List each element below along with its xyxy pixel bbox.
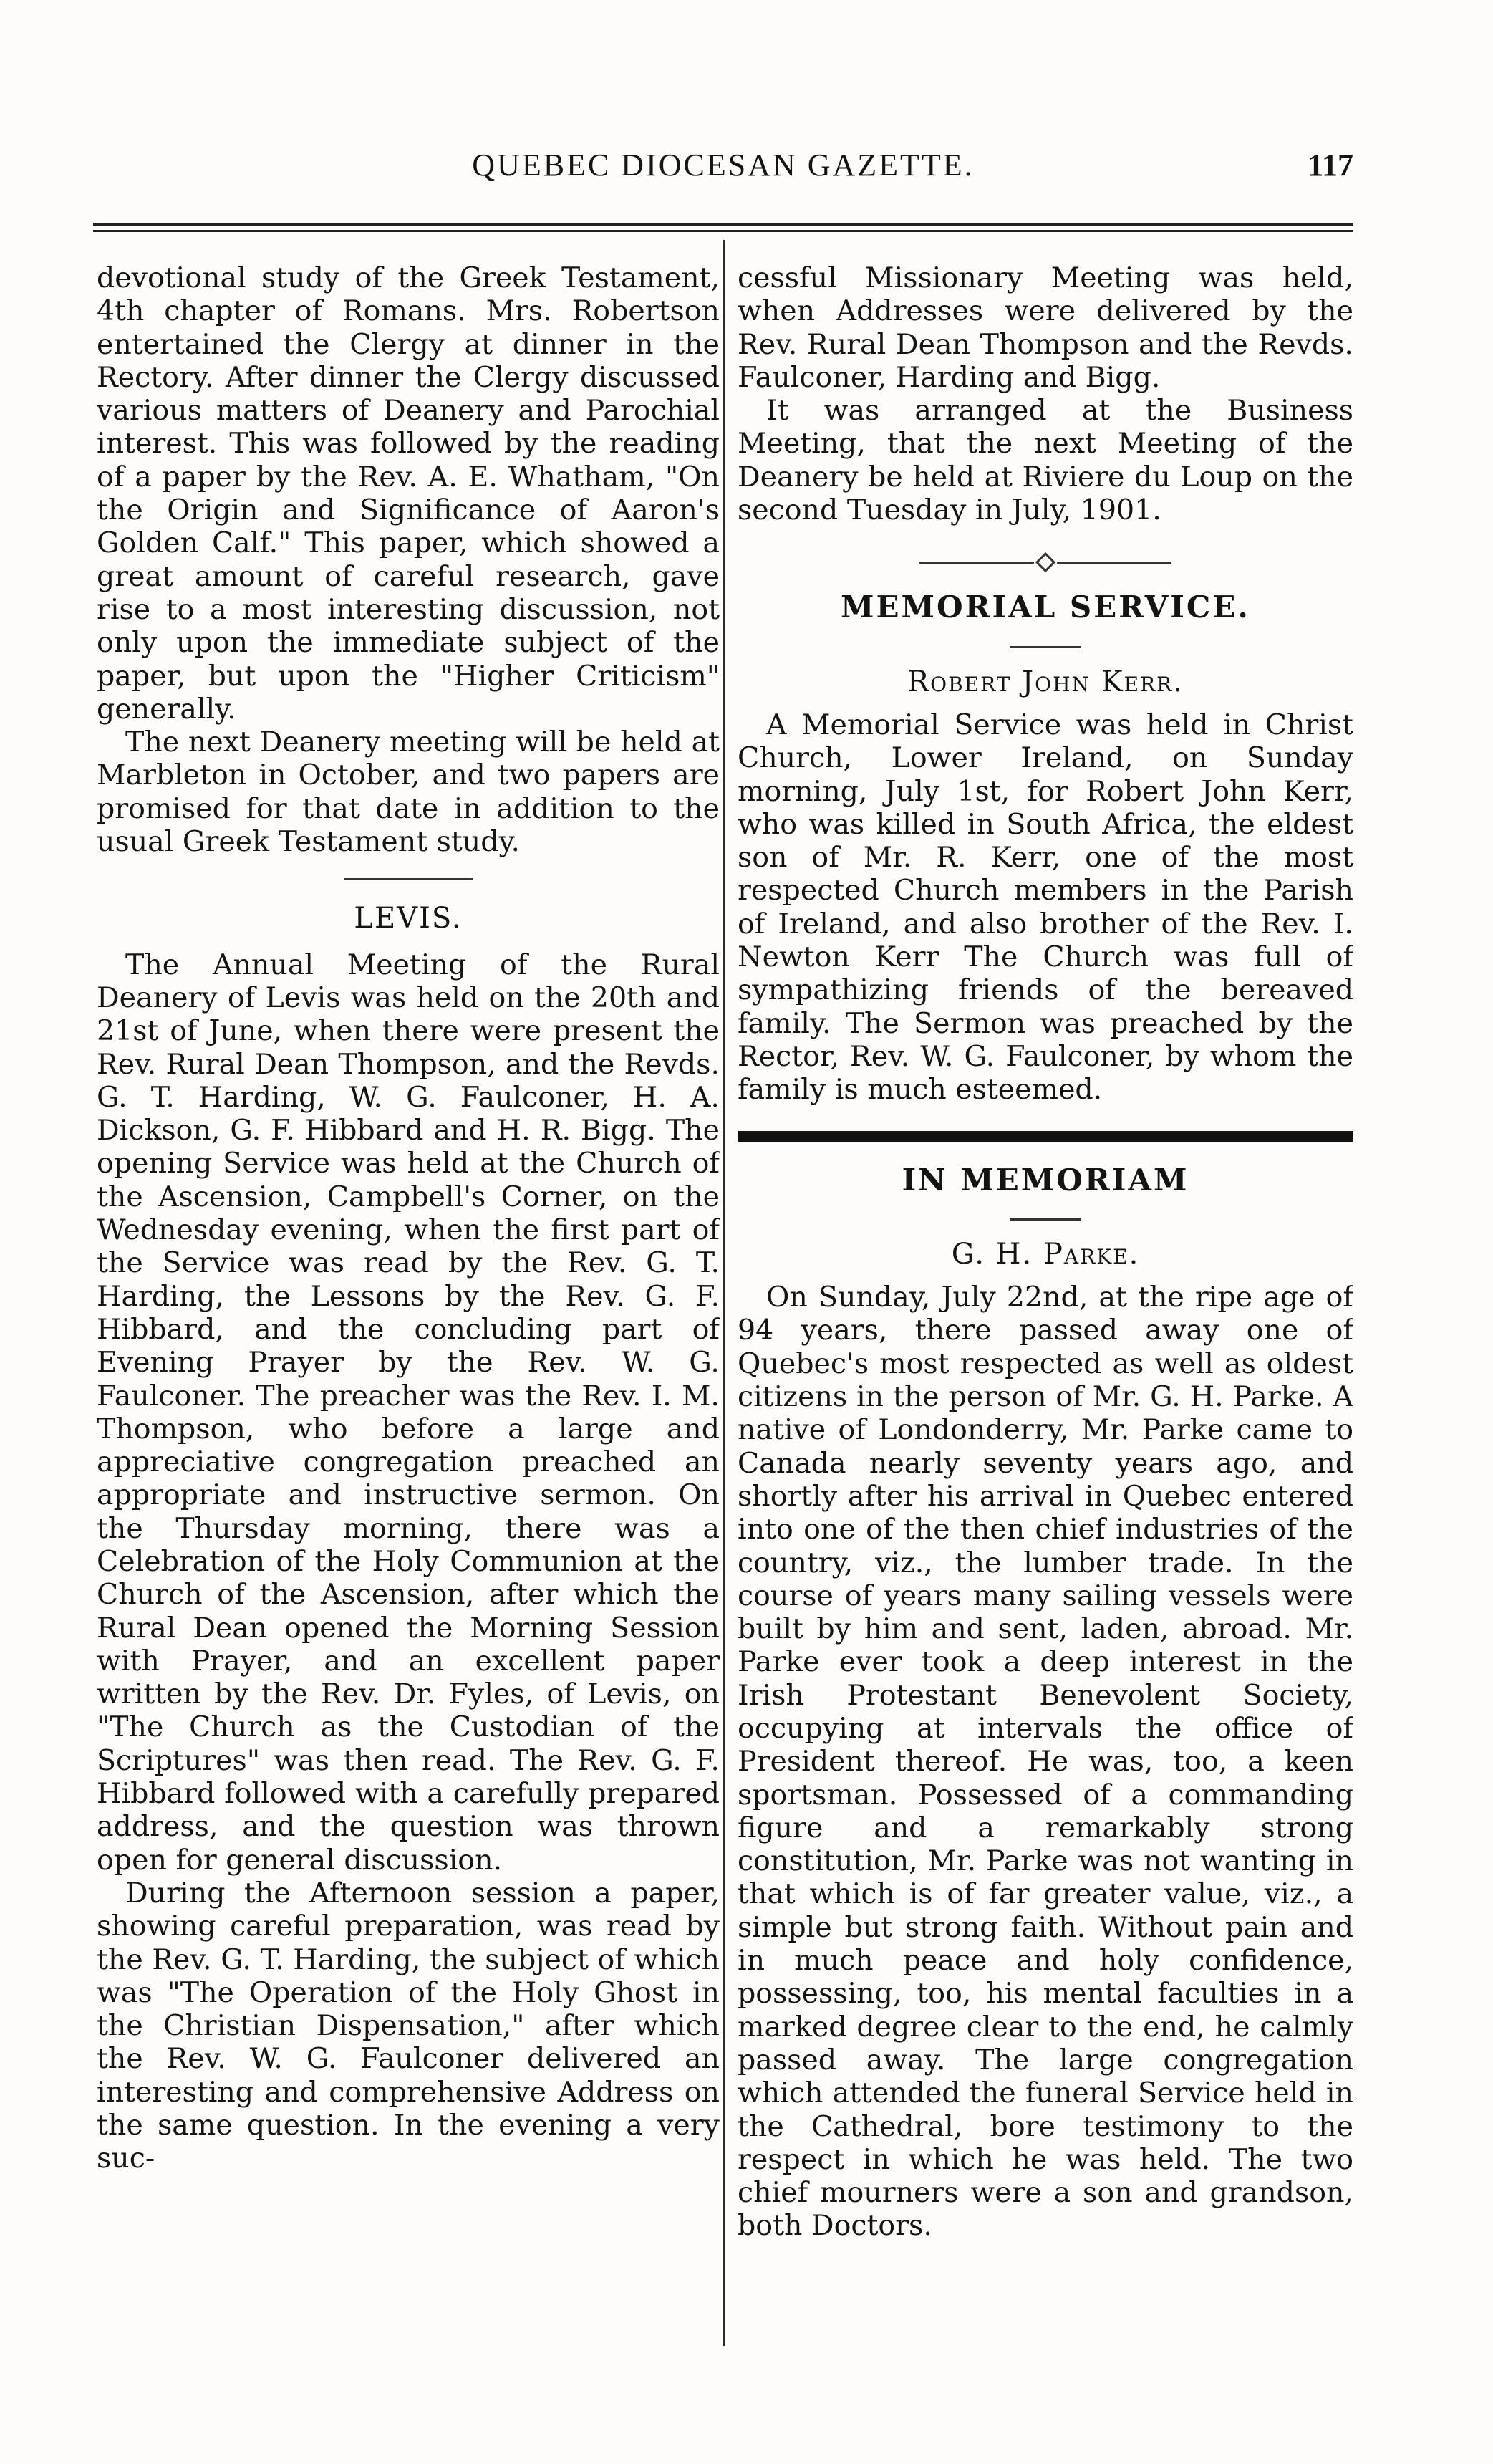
left-column <box>97 261 720 2335</box>
heading-underline <box>1010 1218 1081 1221</box>
deanery-paragraph: The next Deanery meeting will be held at Marbleton in October, and two papers are promised for that date in addition to the usual Greek Testament study. <box>97 726 720 859</box>
section-rule <box>344 878 473 880</box>
ornament-divider <box>738 555 1353 569</box>
memorial-service-heading: MEMORIAL SERVICE. <box>841 589 1250 625</box>
header-double-rule <box>93 223 1353 232</box>
in-memoriam-byline: G. H. Parke. <box>951 1237 1140 1271</box>
right-column <box>738 261 1353 2335</box>
levis-continued-paragraph: cessful Missionary Meeting was held, when Addresses were delivered by the Rev. Rural Dean Thompson and the Revds. Faulconer, Harding and Bigg. <box>738 261 1353 394</box>
running-title: QUEBEC DIOCESAN GAZETTE. <box>472 148 975 183</box>
heading-underline <box>1010 646 1081 648</box>
thick-section-rule <box>738 1131 1353 1142</box>
page-number: 117 <box>1308 148 1353 183</box>
memorial-service-body: A Memorial Service was held in Christ Church, Lower Ireland, on Sunday morning, July 1st, for Robert John Kerr, who was killed in South Africa, the eldest son of Mr. R. Kerr, one of the most respected Church members in the Parish of Ireland, and also brother of the Rev. I. Newton Kerr The Church was full of sympathizing friends of the bereaved family. The Sermon was preached by the Rector, Rev. W. G. Faulconer, by whom the family is much esteemed. <box>738 708 1353 1107</box>
deanery-paragraph: devotional study of the Greek Testament, 4th chapter of Romans. Mrs. Robertson entertained the Clergy at dinner in the Rectory. After dinner the Clergy discussed various matters of Deanery and Parochial interest. This was followed by the reading of a paper by the Rev. A. E. Whatham, "On the Origin and Significance of Aaron's Golden Calf." This paper, which showed a great amount of careful research, gave rise to a most interesting discussion, not only upon the immediate subject of the paper, but upon the "Higher Criticism" generally. <box>97 261 720 726</box>
levis-paragraph: The Annual Meeting of the Rural Deanery of Levis was held on the 20th and 21st of June, when there were present the Rev. Rural Dean Thompson, and the Revds. G. T. Harding, W. G. Faulconer, H. A. Dickson, G. F. Hibbard and H. R. Bigg. The opening Service was held at the Church of the Ascension, Campbell's Corner, on the Wednesday evening, when the first part of the Service was read by the Rev. G. T. Harding, the Lessons by the Rev. G. F. Hibbard, and the concluding part of Evening Prayer by the Rev. W. G. Faulconer. The preacher was the Rev. I. M. Thompson, who before a large and appreciative congregation preached an appropriate and instructive sermon. On the Thursday morning, there was a Celebration of the Holy Communion at the Church of the Ascension, after which the Rural Dean opened the Morning Session with Prayer, and an excellent paper written by the Rev. Dr. Fyles, of Levis, on "The Church as the Custodian of the Scriptures" was then read. The Rev. G. F. Hibbard followed with a carefully prepared address, and the question was thrown open for general discussion. <box>97 948 720 1877</box>
in-memoriam-body: On Sunday, July 22nd, at the ripe age of 94 years, there passed away one of Quebec's most respected as well as oldest citizens in the person of Mr. G. H. Parke. A native of Londonderry, Mr. Parke came to Canada nearly seventy years ago, and shortly after his arrival in Quebec entered into one of the then chief industries of the country, viz., the lumber trade. In the course of years many sailing vessels were built by him and sent, laden, abroad. Mr. Parke ever took a deep interest in the Irish Protestant Benevolent Society, occupying at intervals the office of President thereof. He was, too, a keen sportsman. Possessed of a commanding figure and a remarkably strong constitution, Mr. Parke was not wanting in that which is of far greater value, viz., a simple but strong faith. Without pain and in much peace and holy confidence, possessing, too, his mental faculties in a marked degree clear to the end, he calmly passed away. The large congregation which attended the funeral Service held in the Cathedral, bore testimony to the respect in which he was held. The two chief mourners were a son and grandson, both Doctors. <box>738 1281 1353 2243</box>
in-memoriam-heading: IN MEMORIAM <box>902 1162 1189 1198</box>
memorial-service-byline: Robert John Kerr. <box>907 665 1184 698</box>
column-divider <box>723 240 725 2346</box>
diamond-ornament-icon <box>1035 552 1055 572</box>
levis-continued-paragraph: It was arranged at the Business Meeting, that the next Meeting of the Deanery be held at Riviere du Loup on the second Tuesday in July, 1901. <box>738 394 1353 527</box>
levis-heading: LEVIS. <box>354 902 463 935</box>
page-header <box>93 147 1353 197</box>
levis-paragraph: During the Afternoon session a paper, showing careful preparation, was read by the Rev. G. T. Harding, the subject of which was "The Operation of the Holy Ghost in the Christian Dispensation," after which the Rev. W. G. Faulconer delivered an interesting and comprehensive Address on the same question. In the evening a very suc- <box>97 1876 720 2175</box>
